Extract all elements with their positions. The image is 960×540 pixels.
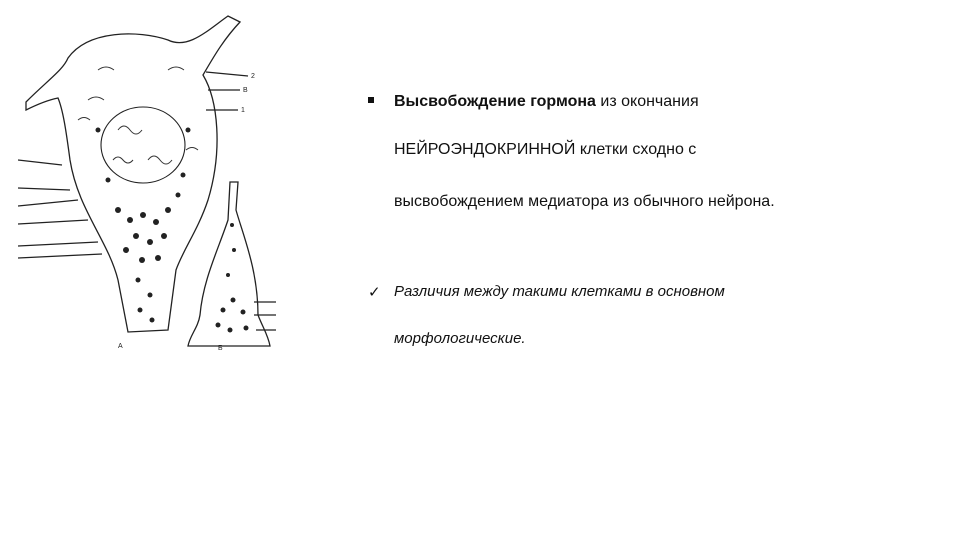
bullet-1-line-3: высвобождением медиатора из обычного нейрона. xyxy=(394,193,775,210)
square-bullet-icon xyxy=(368,97,374,103)
label-v: В xyxy=(243,87,248,94)
cell-a-outline xyxy=(26,16,240,332)
cell-a-nucleus xyxy=(101,107,185,183)
label-a: А xyxy=(118,343,123,350)
label-1: 1 xyxy=(241,107,245,114)
cell-b-outline xyxy=(188,182,270,346)
label-b: Б xyxy=(218,345,223,352)
bullet-1-bold-text: Высвобождение гормона xyxy=(394,93,596,110)
bullet-1-text: из окончания xyxy=(595,93,699,110)
checkmark-icon: ✓ xyxy=(368,283,381,301)
neuroendocrine-cell-drawing xyxy=(18,10,280,355)
cell-illustration xyxy=(18,10,280,355)
label-2: 2 xyxy=(251,73,255,80)
bullet-2-line-2: морфологические. xyxy=(394,330,526,347)
bullet-1-line-2: НЕЙРОЭНДОКРИННОЙ клетки сходно с xyxy=(394,141,697,158)
bullet-2-text: Различия между такими клетками в основном xyxy=(394,283,725,300)
